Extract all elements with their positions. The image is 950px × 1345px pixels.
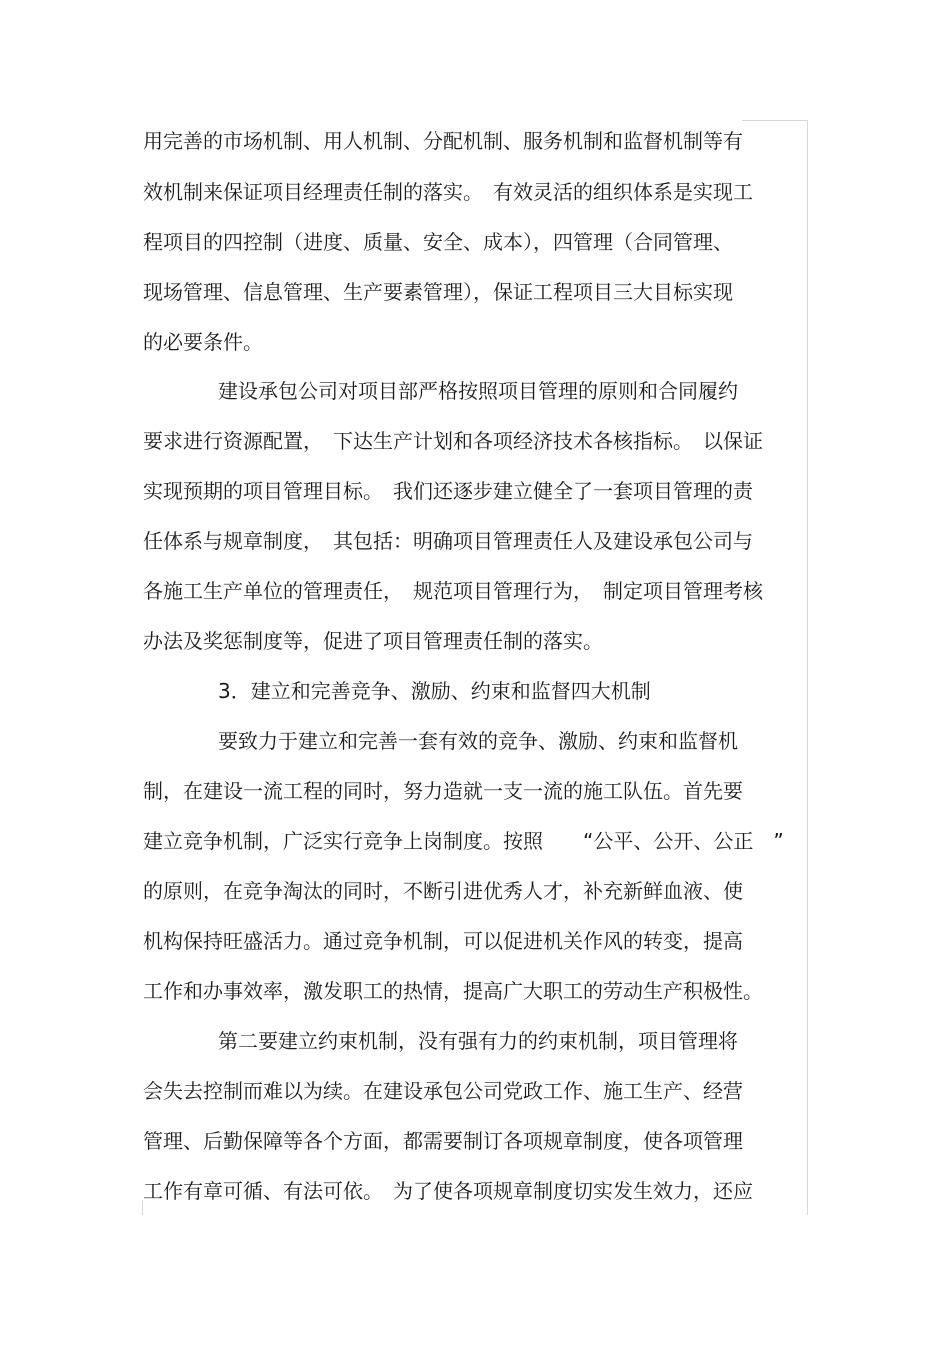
- section-heading: 3．建立和完善竞争、激励、约束和监督四大机制: [218, 679, 651, 703]
- text-line: 工作和办事效率，激发职工的热情，提高广大职工的劳动生产积极性。: [143, 979, 763, 1003]
- text-line: 效机制来保证项目经理责任制的落实。 有效灵活的组织体系是实现工: [143, 180, 753, 204]
- page-frame-right: [807, 120, 808, 1215]
- text-line: 制，在建设一流工程的同时，努力造就一支一流的施工队伍。首先要: [143, 779, 743, 803]
- text-line: 现场管理、信息管理、生产要素管理），保证工程项目三大目标实现: [143, 280, 733, 304]
- text-line: 管理、后勤保障等各个方面，都需要制订各项规章制度，使各项管理: [143, 1129, 743, 1153]
- text-line: 的原则，在竞争淘汰的同时，不断引进优秀人才，补充新鲜血液、使: [143, 879, 743, 903]
- text-line: 机构保持旺盛活力。通过竞争机制，可以促进机关作风的转变，提高: [143, 929, 743, 953]
- text-line: 要求进行资源配置， 下达生产计划和各项经济技术各核指标。 以保证: [143, 429, 763, 453]
- text-line: 建立竞争机制，广泛实行竞争上岗制度。按照 “公平、公开、公正 ”: [143, 829, 784, 853]
- text-line: 要致力于建立和完善一套有效的竞争、激励、约束和监督机: [218, 729, 738, 753]
- text-line: 用完善的市场机制、用人机制、分配机制、服务机制和监督机制等有: [143, 129, 743, 153]
- text-line: 建设承包公司对项目部严格按照项目管理的原则和合同履约: [218, 379, 738, 403]
- text-line: 实现预期的项目管理目标。 我们还逐步建立健全了一套项目管理的责: [143, 479, 753, 503]
- text-line: 的必要条件。: [143, 330, 263, 354]
- text-line: 各施工生产单位的管理责任， 规范项目管理行为， 制定项目管理考核: [143, 579, 763, 603]
- text-line: 第二要建立约束机制，没有强有力的约束机制，项目管理将: [218, 1029, 738, 1053]
- text-line: 工作有章可循、有法可依。 为了使各项规章制度切实发生效力，还应: [143, 1179, 753, 1203]
- text-line: 任体系与规章制度， 其包括：明确项目管理责任人及建设承包公司与: [143, 529, 753, 553]
- text-line: 程项目的四控制（进度、质量、安全、成本），四管理（合同管理、: [143, 230, 733, 254]
- text-line: 会失去控制而难以为续。在建设承包公司党政工作、施工生产、经营: [143, 1079, 743, 1103]
- text-line: 办法及奖惩制度等，促进了项目管理责任制的落实。: [143, 629, 603, 653]
- page-frame-top: [742, 120, 808, 121]
